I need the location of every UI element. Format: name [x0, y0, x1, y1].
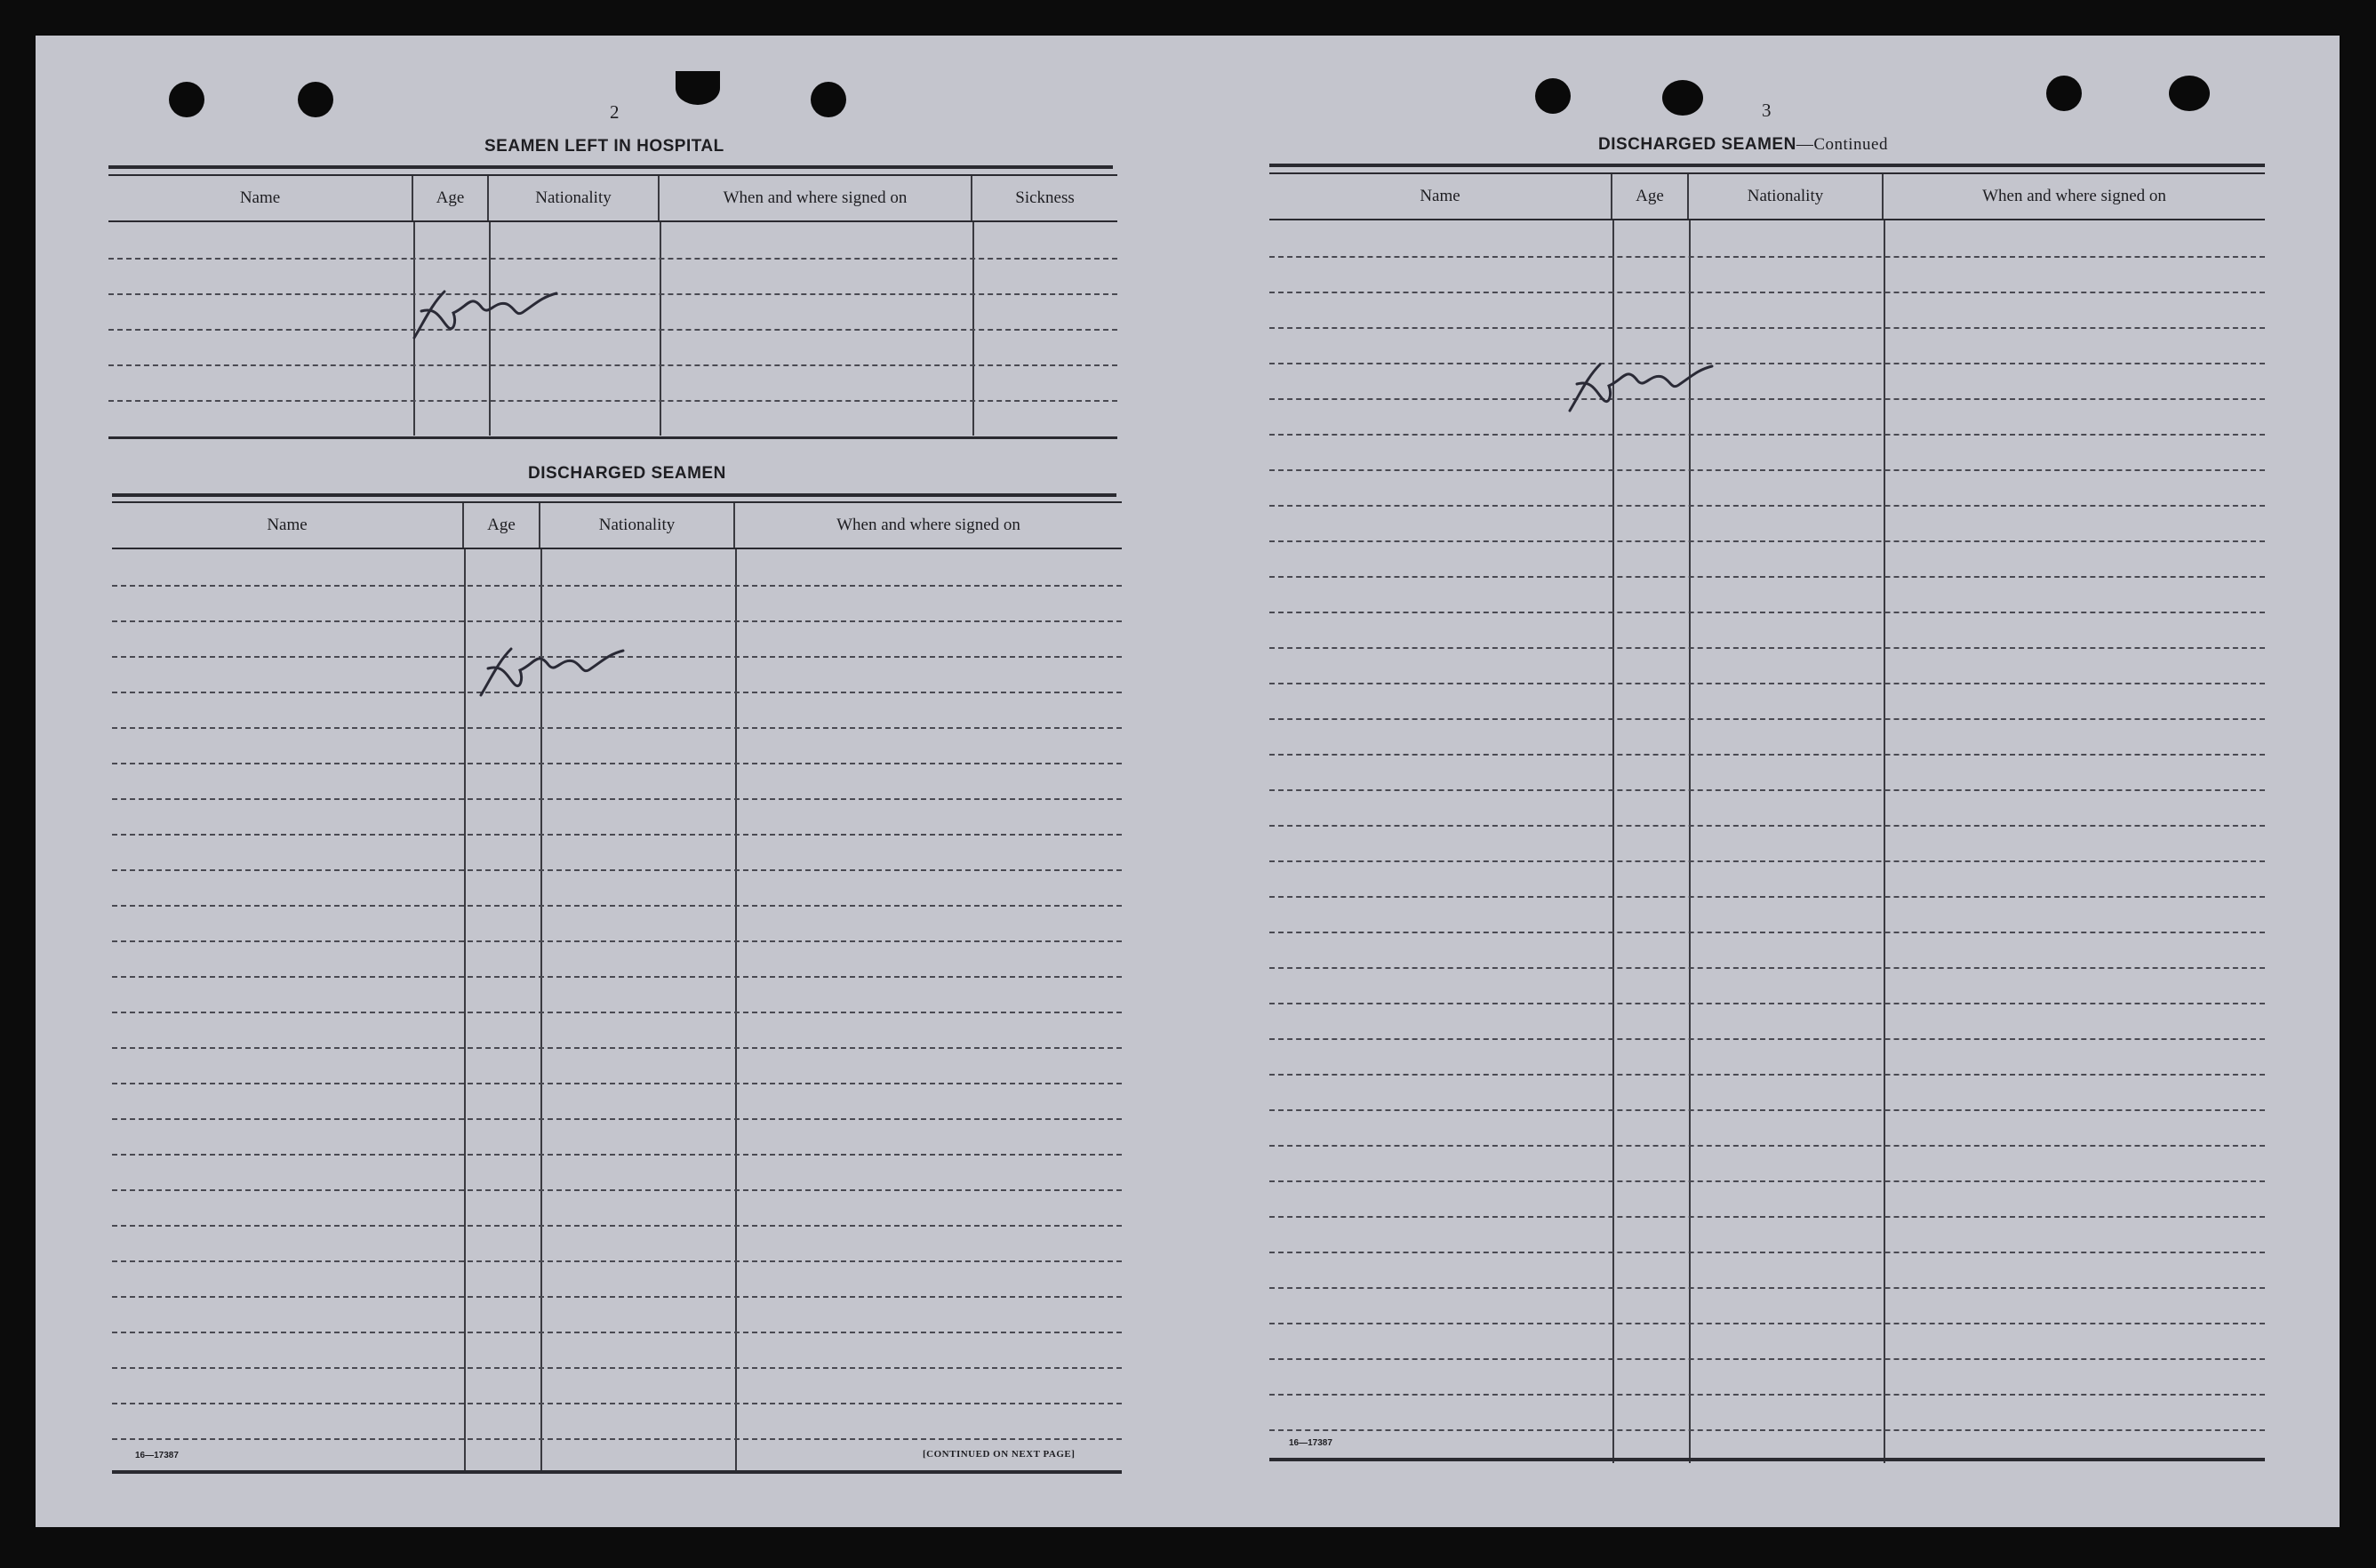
ruled-line — [108, 400, 1117, 402]
continued-note: [CONTINUED ON NEXT PAGE] — [923, 1449, 1076, 1460]
discharged-top-rule — [112, 493, 1116, 497]
column-header-when-where: When and where signed on — [660, 176, 972, 220]
ruled-line — [1269, 647, 2265, 649]
ruled-line — [1269, 1252, 2265, 1253]
ruled-line — [112, 1367, 1122, 1369]
ruled-line — [1269, 1287, 2265, 1289]
handwritten-none-discharged — [449, 613, 644, 711]
document-sheet — [36, 36, 2340, 1527]
ruled-line — [112, 1083, 1122, 1084]
column-header-when-where: When and where signed on — [1982, 187, 2166, 205]
ruled-line — [1269, 1074, 2265, 1076]
column-header-sickness: Sickness — [1015, 188, 1075, 207]
ruled-line — [1269, 256, 2265, 258]
punch-hole — [169, 82, 204, 117]
ruled-line — [1269, 1003, 2265, 1004]
column-header-nationality: Nationality — [1689, 174, 1884, 219]
right-title-main: DISCHARGED SEAMEN — [1598, 135, 1796, 154]
column-header-age: Age — [413, 176, 489, 220]
ruled-line — [112, 763, 1122, 764]
ruled-line — [112, 1296, 1122, 1298]
ruled-line — [1269, 363, 2265, 364]
page-number-right: 3 — [1762, 100, 1772, 121]
ruled-line — [1269, 576, 2265, 578]
ruled-line — [1269, 540, 2265, 542]
ruled-line — [112, 1118, 1122, 1120]
ruled-line — [1269, 967, 2265, 969]
ruled-line — [1269, 1429, 2265, 1431]
ruled-line — [108, 258, 1117, 260]
handwritten-none-hospital — [382, 258, 578, 356]
ruled-line — [112, 798, 1122, 800]
column-header-nationality: Nationality — [540, 503, 735, 548]
ruled-line — [112, 976, 1122, 978]
handwritten-none-right — [1538, 329, 1733, 427]
ruled-line — [1269, 683, 2265, 684]
ruled-line — [112, 834, 1122, 836]
punch-hole — [2046, 76, 2082, 111]
hospital-bottom-rule — [108, 436, 1117, 439]
discharged-bottom-rule — [112, 1470, 1122, 1474]
ruled-line — [1269, 1109, 2265, 1111]
ruled-line — [1269, 789, 2265, 791]
ruled-line — [1269, 1145, 2265, 1147]
ruled-line — [112, 1225, 1122, 1227]
column-header-when-where: When and where signed on — [836, 516, 1020, 534]
form-number-right: 16—17387 — [1289, 1438, 1332, 1448]
ruled-line — [108, 364, 1117, 366]
ruled-line — [1269, 932, 2265, 933]
ruled-line — [1269, 612, 2265, 613]
column-divider — [1884, 220, 1885, 1463]
ruled-line — [108, 329, 1117, 331]
punch-hole — [676, 71, 720, 105]
ruled-line — [1269, 860, 2265, 862]
ruled-line — [112, 869, 1122, 871]
punch-hole — [2169, 76, 2210, 111]
right-section-title — [1598, 135, 1888, 155]
ruled-line — [1269, 1216, 2265, 1218]
ruled-line — [112, 1189, 1122, 1191]
ruled-line — [112, 1403, 1122, 1404]
discharged-section-title: DISCHARGED SEAMEN — [528, 464, 726, 483]
ruled-line — [1269, 1038, 2265, 1040]
column-header-nationality: Nationality — [489, 176, 660, 220]
right-table-header — [1269, 172, 2265, 220]
ruled-line — [1269, 718, 2265, 720]
ruled-line — [1269, 1394, 2265, 1396]
ruled-line — [1269, 505, 2265, 507]
ruled-line — [1269, 754, 2265, 756]
punch-hole — [811, 82, 846, 117]
hospital-table-body — [108, 222, 1117, 436]
right-table-body — [1269, 220, 2265, 1463]
ruled-line — [108, 293, 1117, 295]
ruled-line — [1269, 1180, 2265, 1182]
right-top-rule — [1269, 164, 2265, 167]
ruled-line — [1269, 292, 2265, 293]
discharged-table-header — [112, 501, 1122, 549]
hospital-section-title: SEAMEN LEFT IN HOSPITAL — [484, 137, 724, 156]
ruled-line — [1269, 469, 2265, 471]
ruled-line — [1269, 825, 2265, 827]
ruled-line — [112, 1047, 1122, 1049]
ruled-line — [112, 1260, 1122, 1262]
punch-hole — [1535, 78, 1571, 114]
page-number-left: 2 — [610, 101, 620, 123]
right-bottom-rule — [1269, 1458, 2265, 1461]
column-header-name: Name — [1269, 174, 1612, 219]
ruled-line — [112, 727, 1122, 729]
ruled-line — [112, 585, 1122, 587]
punch-hole — [1662, 80, 1703, 116]
ruled-line — [112, 905, 1122, 907]
ruled-line — [1269, 1358, 2265, 1360]
form-number-left: 16—17387 — [135, 1451, 179, 1460]
column-header-age: Age — [464, 503, 540, 548]
ruled-line — [1269, 434, 2265, 436]
column-header-name: Name — [112, 503, 464, 548]
ruled-line — [112, 1154, 1122, 1156]
ruled-line — [1269, 327, 2265, 329]
column-header-name: Name — [108, 176, 413, 220]
punch-hole — [298, 82, 333, 117]
ruled-line — [1269, 1323, 2265, 1324]
right-title-suffix: —Continued — [1796, 135, 1888, 154]
ruled-line — [112, 1332, 1122, 1333]
ruled-line — [112, 1438, 1122, 1440]
hospital-table-header — [108, 174, 1117, 222]
hospital-top-rule — [108, 165, 1113, 169]
column-header-age: Age — [1612, 174, 1689, 219]
ruled-line — [112, 940, 1122, 942]
ruled-line — [112, 1012, 1122, 1013]
ruled-line — [1269, 398, 2265, 400]
ruled-line — [1269, 896, 2265, 898]
